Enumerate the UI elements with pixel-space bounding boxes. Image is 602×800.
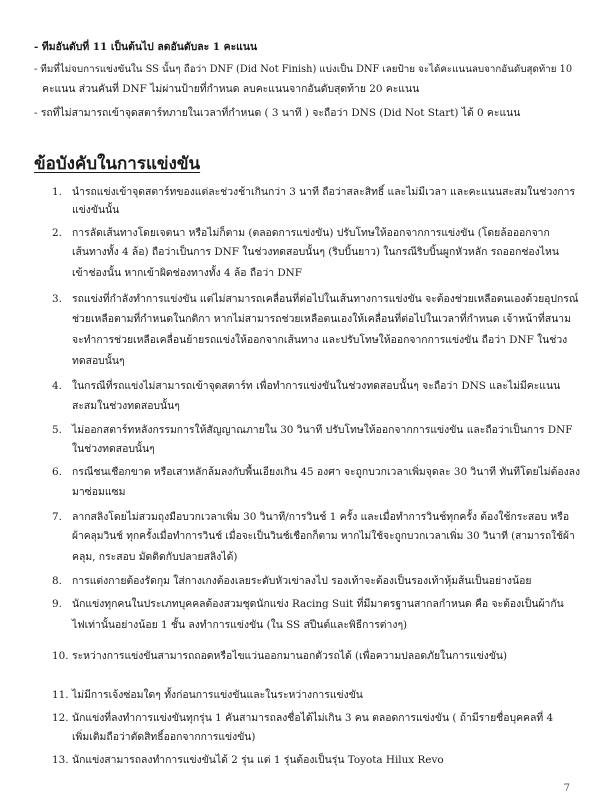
rule-line: นักแข่งสามารถลงทำการแข่งขันได้ 2 รุ่น แต่ 1 รุ่นต้องเป็นรุ่น Toyota Hilux Revo [72,754,444,766]
rule-line: ไม่มีการเจ้งซ่อมใดๆ ทั้งก่อนการแข่งขันและในระหว่างการแข่งขัน [72,689,363,701]
intro-line-3: คะแนน ส่วนคันที่ DNF ไม่ผ่านป้ายที่กำหนด ลบคะแนนจากอันดับสุดท้าย 20 คะแนน [42,83,420,95]
rule-line: นักแข่งทุกคนในประเภทบุคคลต้องสวมชุดนักแข่ง Racing Suit ที่มีมาตรฐานสากลกำหนด คือ จะต้องเป็นผ้ากัน [72,598,564,610]
rule-line: ไม่ออกสตาร์ทหลังกรรมการให้สัญญาณภายใน 30 วินาที ปรับโทษให้ออกจากการแข่งขัน และถือว่าเป็นการ DNF [72,424,573,436]
section-heading: ข้อบังคับในการแข่งขัน [34,154,201,174]
rule-line: ผ้าคลุมวินช์ ทุกครั้งเมื่อทำการวินช์ เมื่อจะเป็นวินช์เชือกก็ตาม หากไม่ใช้จะถูกบวกเวลาเพิ่ม 30 วินาที (สามารถใช้ผ้า [72,531,575,542]
rule-line: ระหว่างการแข่งขันสามารถถอดหรือไขแว่นออกมานอกตัวรถได้ (เพื่อความปลอดภัยในการแข่งขัน) [72,650,508,662]
rule-line: นักแข่งที่ลงทำการแข่งขันทุกรุ่น 1 คันสามารถลงชื่อได้ไม่เกิน 3 คน ตลอดการแข่งขัน ( ถ้ามีรายชื่อบุคคลที่ 4 [72,712,554,724]
rule-line: ช่วยเหลือตามที่กำหนดในกติกา หากไม่สามารถช่วยเหลือตนเองให้เคลื่อนที่ต่อไปในเวลาที่กำหนด เจ้าหน้าที่สนาม [72,313,571,325]
rule-number: 7. [52,511,62,523]
intro-line-2: - ทีมที่ไม่จบการแข่งขันใน SS นั้นๆ ถือว่า DNF (Did Not Finish) แบ่งเป็น DNF เลยป้าย จะได้คะแนนลบจากอันดับสุดท้าย 10 [34,64,573,75]
rule-line: เพิ่มเติมถือว่าตัดสิทธิ์ออกจากการแข่งขัน) [72,731,256,743]
rule-number: 10. [52,650,69,662]
rule-line: ไฟเท่านั้นอย่างน้อย 1 ชั้น ลงทำการแข่งขัน (ใน SS สปีนต์และพิธีการต่างๆ) [72,619,408,631]
rule-number: 4. [52,380,62,392]
rule-number: 13. [52,754,69,766]
rule-number: 2. [52,227,62,239]
rule-line: ทดสอบนั้นๆ [72,355,125,367]
rule-line: แข่งขันนั้น [72,204,120,216]
rule-line: นำรถแข่งเข้าจุดสตาร์ทของแต่ละช่วงช้าเกินกว่า 3 นาที ถือว่าสละสิทธิ์ และไม่มีเวลา และคะแนนสะสมในช่วงการ [72,186,576,198]
rule-line: เส้นทางทั้ง 4 ล้อ) ถือว่าเป็นการ DNF ในช่วงทดสอบนั้นๆ (ริบบิ้นยาว) ในกรณีริบบิ้นผูกหัวหลัก รถออกช่องไหน [72,246,559,258]
rule-line: คลุม, กระสอบ มัดติดกับปลายสลิงได้) [72,551,238,563]
rule-number: 3. [52,293,62,305]
rule-number: 11. [52,689,69,701]
rule-number: 5. [52,424,62,436]
rule-line: การแต่งกายต้องรัดกุม ใส่กางเกงต้องเลยระดับหัวเข่าลงไป รองเท้าจะต้องเป็นรองเท้าหุ้มส้นเป็นอย่างน้อย [72,575,532,587]
rule-line: การลัดเส้นทางโดยเจตนา หรือไม่ก็ตาม (ตลอดการแข่งขัน) ปรับโทษให้ออกจากการแข่งขัน (โดยล้อออกจาก [72,227,550,239]
intro-line-4: - รถที่ไม่สามารถเข้าจุดสตาร์ทภายในเวลาที่กำหนด ( 3 นาที ) จะถือว่า DNS (Did Not Start) ได้ 0 คะแนน [34,107,521,119]
rule-line: จะทำการช่วยเหลือเคลื่อนย้ายรถแข่งให้ออกจากเส้นทาง และปรับโทษให้ออกจากการแข่งขัน ถือว่า DNF ในช่วง [72,334,568,346]
rule-number: 1. [52,186,62,198]
rule-line: กรณีชนเชือกขาด หรือเสาหลักล้มลงกับพื้นเอียงเกิน 45 องศา จะถูกบวกเวลาเพิ่มจุดละ 30 วินาที ทันทีโดยไม่ต้องลง [72,466,581,478]
rule-number: 12. [52,712,69,724]
rule-number: 6. [52,466,62,478]
rule-line: ลากสลิงโดยไม่สวมถุงมือบวกเวลาเพิ่ม 30 วินาที/การวินช์ 1 ครั้ง และเมื่อทำการวินช์ทุกครั้ง ต้องใช้กระสอบ หรือ [72,511,570,523]
rule-line: รถแข่งที่กำลังทำการแข่งขัน แต่ไม่สามารถเคลื่อนที่ต่อไปในเส้นทางการแข่งขัน จะต้องช่วยเหลือตนเองด้วยอุปกรณ์ [72,293,579,305]
rule-number: 9. [52,598,62,610]
rule-line: เข้าช่องนั้น หากเข้าผิดช่องทางทั้ง 4 ล้อ ถือว่า DNF [72,267,302,279]
rule-line: สะสมในช่วงทดสอบนั้นๆ [72,400,180,412]
rule-line: มาซ่อมแซม [72,486,126,498]
rule-line: ในช่วงทดสอบนั้นๆ [72,443,155,455]
rule-number: 8. [52,575,62,587]
page-number: 7 [563,783,570,794]
intro-line-1: - ทีมอันดับที่ 11 เป็นต้นไป ลดอันดับละ 1 คะแนน [34,41,258,53]
rule-line: ในกรณีที่รถแข่งไม่สามารถเข้าจุดสตาร์ท เพื่อทำการแข่งขันในช่วงทดสอบนั้นๆ จะถือว่า DNS และไม่มีคะแนน [72,380,561,392]
